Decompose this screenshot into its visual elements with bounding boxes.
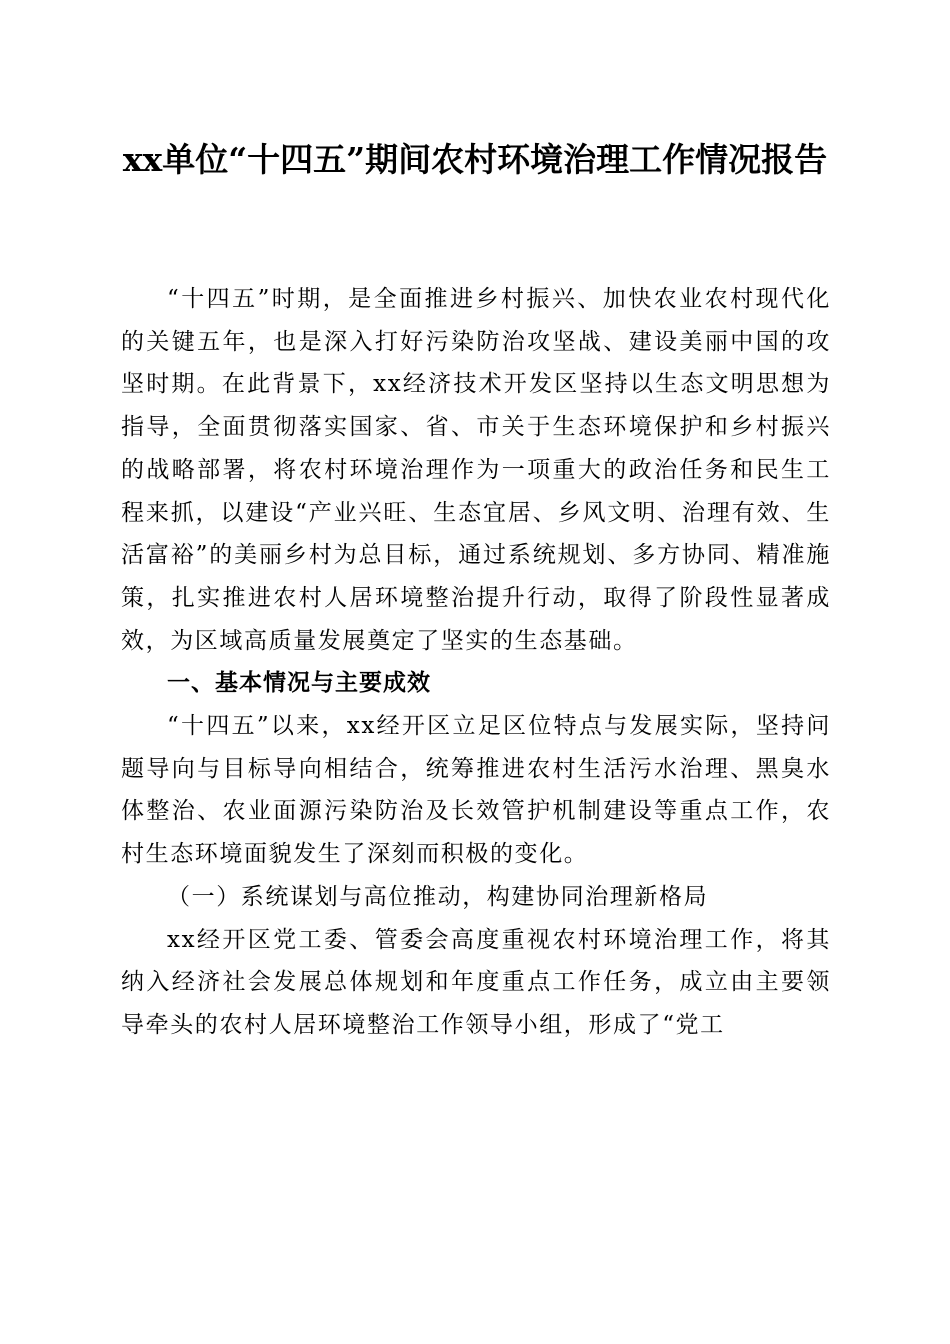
subsection-paragraph: xx经开区党工委、管委会高度重视农村环境治理工作，将其纳入经济社会发展总体规划和年度重点工作任务，成立由主要领导牵头的农村人居环境整治工作领导小组，形成了“党工 <box>121 926 831 1038</box>
document-title: xx单位“十四五”期间农村环境治理工作情况报告 <box>122 140 828 179</box>
intro-paragraph: “十四五”时期，是全面推进乡村振兴、加快农业农村现代化的关键五年，也是深入打好污染防治攻坚战、建设美丽中国的攻坚时期。在此背景下，xx经济技术开发区坚持以生态文明思想为指导，全面贯彻落实国家、省、市关于生态环境保护和乡村振兴的战略部署，将农村环境治理作为一项重大的政治任务和民生工程来抓，以建设“产业兴旺、生态宜居、乡风文明、治理有效、生活富裕”的美丽乡村为总目标，通过系统规划、多方协同、精准施策，扎实推进农村人居环境整治提升行动，取得了阶段性显著成效，为区域高质量发展奠定了坚实的生态基础。 <box>121 286 831 654</box>
document-body <box>121 278 831 1047</box>
subsection-heading: （一）系统谋划与高位推动，构建协同治理新格局 <box>167 883 709 910</box>
section-paragraph: “十四五”以来，xx经开区立足区位特点与发展实际，坚持问题导向与目标导向相结合，统筹推进农村生活污水治理、黑臭水体整治、农业面源污染防治及长效管护机制建设等重点工作，农村生态环境面貌发生了深刻而积极的变化。 <box>121 713 831 868</box>
section-heading: 一、基本情况与主要成效 <box>167 670 431 697</box>
